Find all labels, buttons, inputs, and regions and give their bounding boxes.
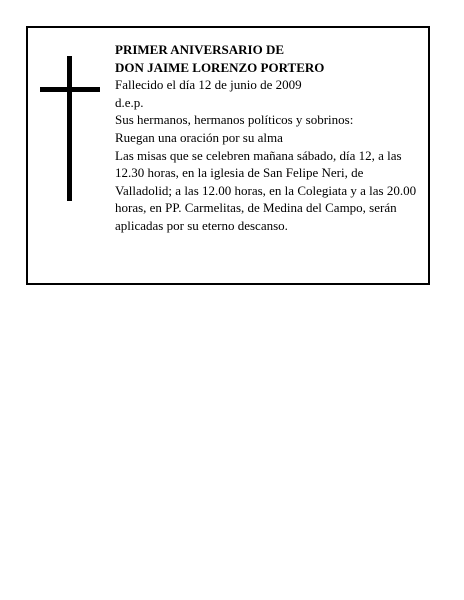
notice-title-line1: PRIMER ANIVERSARIO DE xyxy=(115,42,285,57)
notice-text xyxy=(115,41,423,235)
cross-icon xyxy=(40,56,100,201)
notice-title-line2: DON JAIME LORENZO PORTERO xyxy=(115,59,325,75)
family-text: Sus hermanos, hermanos políticos y sobrinos: xyxy=(115,112,354,128)
deceased-date: Fallecido el día 12 de junio de 2009 xyxy=(115,77,302,93)
cross-vertical-bar xyxy=(67,56,72,201)
prayer-request: Ruegan una oración por su alma xyxy=(115,129,283,145)
masses-text: Las misas que se celebren mañana sábado, día 12, a las 12.30 horas, en la iglesia de San Felipe Neri, de Valladolid; a las 12.00 horas, en la Colegiata y a las 20.00 horas, en PP. Carmelitas, de Medina del Campo, serán aplicadas por su eterno descanso. xyxy=(115,147,417,233)
rip-text: d.e.p. xyxy=(115,94,144,110)
obituary-notice xyxy=(26,26,430,285)
cross-horizontal-bar xyxy=(40,87,100,92)
